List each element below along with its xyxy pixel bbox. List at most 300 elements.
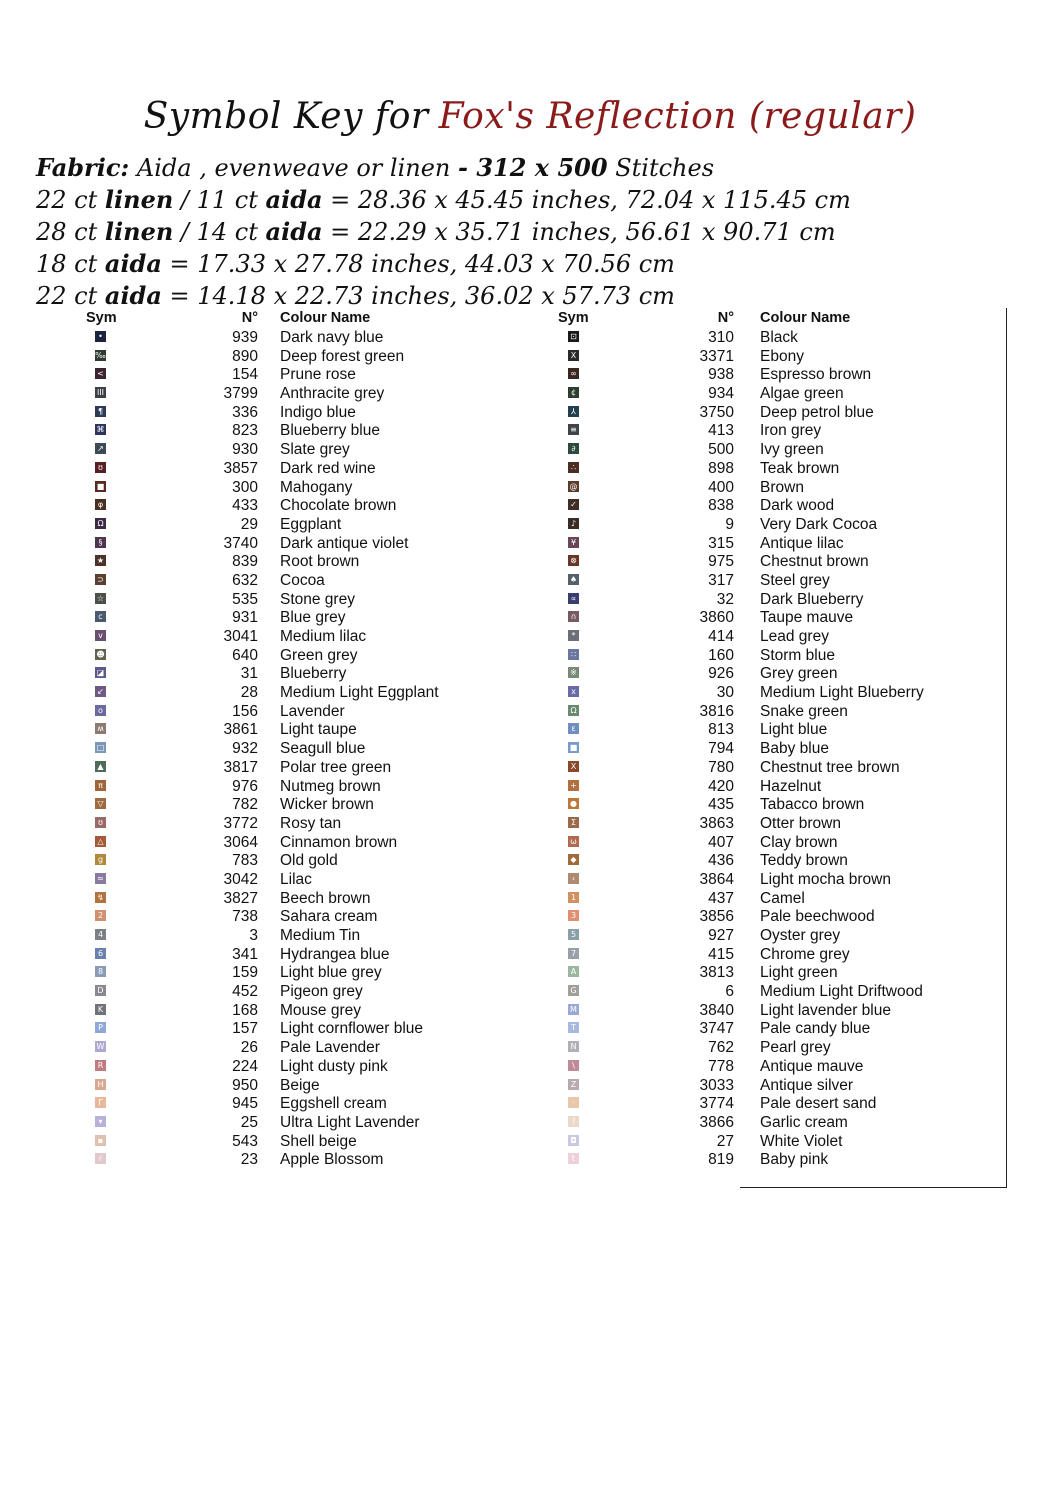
colour-name: Camel (760, 889, 805, 907)
symbol-swatch-icon: P (95, 1022, 106, 1033)
floss-number: 3856 (699, 908, 734, 926)
floss-number: 437 (708, 889, 734, 907)
floss-number: 3042 (223, 870, 258, 888)
symbol-swatch-icon: G (568, 985, 579, 996)
symbol-swatch-icon: Ω (95, 518, 106, 529)
colour-name: Chestnut tree brown (760, 758, 900, 776)
floss-number: 436 (708, 852, 734, 870)
floss-number: 160 (708, 646, 734, 664)
colour-name: Ultra Light Lavender (280, 1113, 420, 1131)
floss-number: 317 (708, 571, 734, 589)
colour-name: Medium Tin (280, 927, 361, 944)
symbol-swatch-icon: ⊃ (95, 574, 106, 585)
symbol-swatch-icon: □ (96, 743, 105, 753)
floss-number: 9 (725, 515, 734, 533)
colour-name: Antique mauve (760, 1057, 864, 1075)
colour-name: Baby blue (760, 740, 829, 758)
colour-name: Eggshell cream (280, 1095, 387, 1113)
pattern-name: Fox's Reflection (regular) (438, 96, 917, 137)
key-row (0, 627, 1060, 646)
symbol-swatch-icon: ↯ (95, 892, 106, 903)
symbol-swatch-icon: · (568, 1097, 579, 1108)
colour-name: Lavender (280, 702, 345, 720)
symbol-swatch-icon: ■ (96, 481, 105, 491)
floss-number: 27 (716, 1132, 734, 1150)
colour-name: Prune rose (280, 366, 356, 384)
floss-number: 32 (716, 590, 734, 608)
column-headers (0, 310, 1060, 328)
colour-name: Blue grey (280, 609, 346, 627)
fabric-text: Aida , evenweave or linen (129, 154, 459, 182)
floss-number: 3747 (699, 1020, 734, 1038)
colour-name: Cocoa (280, 571, 325, 589)
key-row (0, 590, 1060, 609)
floss-number: 632 (232, 571, 258, 589)
floss-number: 23 (240, 1151, 258, 1169)
floss-number: 3861 (223, 721, 258, 739)
symbol-swatch-icon: t (568, 1153, 579, 1164)
header-colour-name: Colour Name (280, 310, 371, 326)
colour-name: Garlic cream (760, 1113, 848, 1131)
floss-number: 3774 (699, 1095, 734, 1113)
key-row (0, 440, 1060, 459)
floss-number: 819 (708, 1151, 734, 1169)
symbol-swatch-icon: ∷ (568, 649, 579, 660)
floss-number: 640 (232, 646, 258, 664)
stitch-size: 312 x 500 (476, 153, 608, 182)
key-row (0, 328, 1060, 347)
colour-name: Medium Light Blueberry (760, 684, 924, 702)
floss-number: 3813 (699, 964, 734, 982)
symbol-swatch-icon: φ (95, 499, 106, 510)
floss-number: 300 (232, 478, 258, 496)
key-row (0, 552, 1060, 571)
symbol-swatch-icon: ◘ (568, 1135, 579, 1146)
symbol-swatch-icon: ✓ (568, 499, 579, 510)
symbol-swatch-icon: ▲ (95, 761, 106, 772)
fabric-specs (36, 152, 851, 312)
floss-number: 415 (708, 945, 734, 963)
colour-name: Medium lilac (280, 628, 367, 645)
symbol-swatch-icon: • (95, 331, 106, 342)
symbol-swatch-icon: g (95, 854, 106, 865)
key-row (0, 926, 1060, 945)
colour-name: Blueberry (280, 665, 347, 683)
colour-name: Green grey (280, 646, 358, 664)
header-number: N° (241, 310, 258, 326)
floss-number: 3 (249, 927, 258, 944)
floss-number: 29 (240, 515, 258, 533)
rows-right (0, 328, 1060, 1169)
floss-number: 28 (240, 684, 258, 702)
colour-name: Pale beechwood (760, 908, 875, 926)
key-row (0, 870, 1060, 889)
floss-number: 30 (716, 684, 734, 702)
floss-number: 168 (232, 1001, 258, 1019)
symbol-swatch-icon: K (95, 1004, 106, 1015)
floss-number: 780 (708, 758, 734, 776)
colour-name: Deep petrol blue (760, 403, 874, 421)
floss-number: 838 (708, 497, 734, 515)
symbol-swatch-icon: M (568, 1004, 579, 1015)
colour-name: White Violet (760, 1132, 843, 1150)
floss-number: 898 (708, 459, 734, 477)
size-line: 28 ct linen / 14 ct aida = 22.29 x 35.71 inches, 56.61 x 90.71 cm (36, 217, 836, 246)
key-row (0, 833, 1060, 852)
colour-name: Shell beige (280, 1132, 357, 1150)
key-row (0, 758, 1060, 777)
key-row (0, 459, 1060, 478)
colour-name: Sahara cream (280, 908, 378, 926)
colour-name: Teak brown (760, 459, 840, 477)
colour-name: Beige (280, 1076, 320, 1094)
key-row (0, 1132, 1060, 1151)
symbol-swatch-icon: ⊗ (568, 555, 579, 566)
symbol-swatch-icon: 5 (568, 929, 579, 940)
colour-name: Tabacco brown (760, 796, 865, 814)
symbol-swatch-icon: D (95, 985, 106, 996)
colour-name: Taupe mauve (760, 609, 854, 627)
symbol-swatch-icon: ‰ (95, 350, 106, 360)
key-row (0, 795, 1060, 814)
key-row (0, 534, 1060, 553)
floss-number: 939 (232, 329, 258, 346)
key-row (0, 851, 1060, 870)
stitch-unit: Stitches (607, 154, 715, 182)
floss-number: 310 (708, 329, 734, 346)
symbol-swatch-icon: 6 (95, 948, 106, 959)
symbol-swatch-icon: r (95, 1153, 106, 1164)
floss-number: 976 (232, 777, 258, 795)
symbol-swatch-icon: Σ (568, 817, 579, 828)
colour-name: Light taupe (280, 721, 357, 739)
floss-number: 738 (232, 908, 258, 926)
floss-number: 3371 (699, 347, 734, 365)
key-row (0, 720, 1060, 739)
floss-number: 762 (708, 1039, 734, 1057)
key-row (0, 1019, 1060, 1038)
colour-name: Light blue (760, 721, 828, 739)
floss-number: 224 (232, 1057, 258, 1075)
key-row (0, 365, 1060, 384)
floss-number: 782 (232, 796, 258, 814)
floss-number: 3041 (223, 628, 258, 645)
floss-number: 3740 (223, 534, 258, 552)
colour-name: Pale desert sand (760, 1095, 877, 1113)
colour-name: Light mocha brown (760, 870, 891, 888)
symbol-swatch-icon: 4 (95, 929, 106, 940)
colour-name: Cinnamon brown (280, 833, 398, 851)
symbol-swatch-icon: § (95, 537, 106, 548)
symbol-swatch-icon: Ω (568, 705, 579, 716)
floss-number: 3866 (699, 1113, 734, 1131)
colour-name: Seagull blue (280, 740, 366, 758)
symbol-swatch-icon: ‹ (568, 873, 579, 884)
colour-name: Light lavender blue (760, 1001, 891, 1019)
colour-name: Root brown (280, 553, 360, 571)
key-row (0, 421, 1060, 440)
floss-number: 794 (708, 740, 734, 758)
colour-name: Wicker brown (280, 796, 374, 814)
floss-number: 435 (708, 796, 734, 814)
floss-number: 535 (232, 590, 258, 608)
floss-number: 452 (232, 983, 258, 1001)
symbol-swatch-icon: ¶ (95, 406, 106, 417)
colour-name: Anthracite grey (280, 385, 385, 403)
symbol-swatch-icon: ε (568, 723, 579, 734)
colour-name: Lilac (280, 870, 312, 888)
symbol-swatch-icon: X (568, 761, 579, 772)
colour-name: Medium Light Driftwood (760, 983, 923, 1001)
key-row (0, 478, 1060, 497)
floss-number: 336 (232, 403, 258, 421)
colour-name: Pale candy blue (760, 1020, 871, 1038)
floss-number: 3840 (699, 1001, 734, 1019)
symbol-swatch-icon: Γ (95, 1097, 106, 1108)
floss-number: 3816 (699, 702, 734, 720)
symbol-swatch-icon: ※ (568, 667, 579, 678)
colour-name: Apple Blossom (280, 1151, 384, 1169)
floss-number: 157 (232, 1020, 258, 1038)
floss-number: 400 (708, 478, 734, 496)
symbol-swatch-icon: ☆ (96, 593, 105, 603)
header-sym: Sym (558, 310, 589, 326)
key-row (0, 814, 1060, 833)
colour-name: Old gold (280, 852, 338, 870)
symbol-swatch-icon: @ (569, 481, 578, 491)
key-row (0, 982, 1060, 1001)
symbol-swatch-icon: ¢ (568, 387, 579, 398)
fabric-label: Fabric: (36, 153, 130, 182)
colour-name: Teddy brown (760, 852, 848, 870)
key-row (0, 664, 1060, 683)
symbol-swatch-icon: 7 (568, 948, 579, 959)
colour-name: Rosy tan (280, 814, 342, 832)
colour-name: Blueberry blue (280, 422, 380, 440)
floss-number: 778 (708, 1057, 734, 1075)
floss-number: 31 (240, 665, 258, 683)
symbol-swatch-icon: ☻ (96, 649, 105, 659)
table-border-right (1006, 308, 1007, 1188)
colour-name: Brown (760, 478, 804, 496)
symbol-swatch-icon: ≡ (568, 424, 579, 435)
key-row (0, 571, 1060, 590)
symbol-swatch-icon: o (95, 705, 106, 716)
colour-name: Algae green (760, 385, 844, 403)
symbol-swatch-icon: ⊡ (568, 331, 579, 342)
symbol-swatch-icon: W (96, 1042, 105, 1052)
colour-name: Grey green (760, 665, 838, 683)
symbol-swatch-icon: ● (568, 798, 579, 809)
floss-number: 3817 (223, 758, 258, 776)
colour-name: Light green (760, 964, 838, 982)
key-row (0, 608, 1060, 627)
floss-number: 3863 (699, 814, 734, 832)
symbol-swatch-icon: ∝ (568, 593, 579, 604)
key-row (0, 1094, 1060, 1113)
floss-number: 813 (708, 721, 734, 739)
floss-number: 926 (708, 665, 734, 683)
symbol-swatch-icon: ʊ (95, 462, 106, 473)
symbol-swatch-icon: ♪ (568, 518, 579, 529)
floss-number: 3860 (699, 609, 734, 627)
symbol-swatch-icon: R (95, 1060, 106, 1071)
symbol-swatch-icon: 1 (568, 892, 579, 903)
symbol-swatch-icon: ? (568, 1116, 579, 1127)
key-row (0, 384, 1060, 403)
header-number: N° (717, 310, 734, 326)
symbol-swatch-icon: ⅄ (568, 406, 579, 417)
floss-number: 3799 (223, 385, 258, 403)
symbol-swatch-icon: H (95, 1079, 106, 1090)
page-title (0, 96, 1060, 137)
colour-name: Iron grey (760, 422, 822, 440)
key-row (0, 1001, 1060, 1020)
key-row (0, 1150, 1060, 1169)
symbol-swatch-icon: ≈ (95, 873, 106, 884)
colour-name: Light cornflower blue (280, 1020, 424, 1038)
floss-number: 3750 (699, 403, 734, 421)
colour-name: Lead grey (760, 628, 829, 645)
colour-name: Chrome grey (760, 945, 850, 963)
symbol-swatch-icon: ∞ (568, 368, 579, 379)
symbol-swatch-icon: v (95, 630, 106, 641)
key-row (0, 907, 1060, 926)
symbol-swatch-icon: ʍ (95, 723, 106, 734)
key-row (0, 889, 1060, 908)
symbol-swatch-icon: ▾ (95, 1116, 106, 1127)
key-row (0, 646, 1060, 665)
colour-name: Slate grey (280, 441, 350, 459)
floss-number: 407 (708, 833, 734, 851)
colour-name: Polar tree green (280, 758, 392, 776)
colour-name: Deep forest green (280, 347, 405, 365)
floss-number: 3772 (223, 814, 258, 832)
floss-number: 315 (708, 534, 734, 552)
floss-number: 950 (232, 1076, 258, 1094)
symbol-swatch-icon: ʊ (95, 817, 106, 828)
floss-number: 931 (232, 609, 258, 627)
floss-number: 156 (232, 702, 258, 720)
colour-name: Otter brown (760, 814, 841, 832)
key-row (0, 963, 1060, 982)
floss-number: 934 (708, 385, 734, 403)
colour-name: Dark Blueberry (760, 590, 864, 608)
floss-number: 930 (232, 441, 258, 459)
colour-name: Black (760, 329, 798, 346)
header-sym: Sym (86, 310, 117, 326)
colour-name: Light blue grey (280, 964, 382, 982)
symbol-swatch-icon: + (568, 780, 579, 791)
colour-name: Dark wood (760, 497, 835, 515)
colour-name: Antique silver (760, 1076, 854, 1094)
symbol-swatch-icon: ∩ (568, 611, 579, 622)
symbol-swatch-icon: ▪ (95, 1135, 106, 1146)
colour-name: Pearl grey (760, 1039, 831, 1057)
colour-name: Snake green (760, 702, 848, 720)
colour-name: Very Dark Cocoa (760, 515, 878, 533)
symbol-swatch-icon: ↗ (95, 443, 106, 454)
floss-number: 839 (232, 553, 258, 571)
colour-name: Dark antique violet (280, 534, 409, 552)
symbol-swatch-icon: x (568, 686, 579, 697)
symbol-swatch-icon: π (95, 780, 106, 791)
colour-name: Light dusty pink (280, 1057, 388, 1075)
floss-number: 3857 (223, 459, 258, 477)
floss-number: 975 (708, 553, 734, 571)
title-prefix: Symbol Key for (143, 96, 429, 137)
header-colour-name: Colour Name (760, 310, 851, 326)
symbol-swatch-icon: ↙ (95, 686, 106, 697)
symbol-swatch-icon: 2 (95, 910, 106, 921)
floss-number: 3827 (223, 889, 258, 907)
table-border-bottom (740, 1187, 1007, 1188)
symbol-swatch-icon: ∴ (568, 462, 579, 473)
key-row (0, 739, 1060, 758)
colour-name: Mouse grey (280, 1001, 361, 1019)
floss-number: 433 (232, 497, 258, 515)
colour-name: Stone grey (280, 590, 355, 608)
symbol-swatch-icon: ♠ (569, 574, 578, 584)
fabric-line (36, 152, 851, 184)
colour-name: Medium Light Eggplant (280, 684, 439, 702)
key-row (0, 347, 1060, 366)
colour-name: Hazelnut (760, 777, 822, 795)
floss-number: 543 (232, 1132, 258, 1150)
colour-name: Dark navy blue (280, 329, 384, 346)
colour-name: Beech brown (280, 889, 371, 907)
floss-number: 945 (232, 1095, 258, 1113)
symbol-swatch-icon: ■ (569, 743, 578, 753)
floss-number: 890 (232, 347, 258, 365)
symbol-swatch-icon: ¥ (568, 537, 579, 548)
colour-name: Dark red wine (280, 459, 376, 477)
symbol-swatch-icon: T (568, 1022, 579, 1033)
floss-number: 6 (725, 983, 734, 1001)
floss-number: 413 (708, 422, 734, 440)
colour-name: Chestnut brown (760, 553, 869, 571)
colour-name: Hydrangea blue (280, 945, 390, 963)
symbol-swatch-icon: \ (568, 1060, 579, 1071)
colour-name: Pigeon grey (280, 983, 363, 1001)
symbol-swatch-icon: III (96, 388, 105, 398)
symbol-swatch-icon: ∂ (568, 443, 579, 454)
symbol-swatch-icon: c (95, 611, 106, 622)
key-row (0, 702, 1060, 721)
symbol-swatch-icon: ◆ (568, 854, 579, 865)
symbol-swatch-icon: ◪ (96, 668, 105, 678)
colour-name: Pale Lavender (280, 1039, 380, 1057)
symbol-swatch-icon: < (95, 368, 106, 379)
floss-number: 26 (240, 1039, 258, 1057)
key-row (0, 1038, 1060, 1057)
key-row (0, 777, 1060, 796)
key-row (0, 515, 1060, 534)
key-row (0, 945, 1060, 964)
floss-number: 783 (232, 852, 258, 870)
floss-number: 420 (708, 777, 734, 795)
size-line: 22 ct aida = 14.18 x 22.73 inches, 36.02 x 57.73 cm (36, 281, 675, 310)
colour-name: Baby pink (760, 1151, 829, 1169)
floss-number: 414 (708, 628, 734, 645)
colour-name: Chocolate brown (280, 497, 397, 515)
symbol-swatch-icon: ★ (96, 556, 105, 566)
size-dash: - (458, 153, 477, 182)
key-row (0, 1113, 1060, 1132)
colour-name: Ivy green (760, 441, 824, 459)
floss-number: 927 (708, 927, 734, 944)
floss-number: 159 (232, 964, 258, 982)
